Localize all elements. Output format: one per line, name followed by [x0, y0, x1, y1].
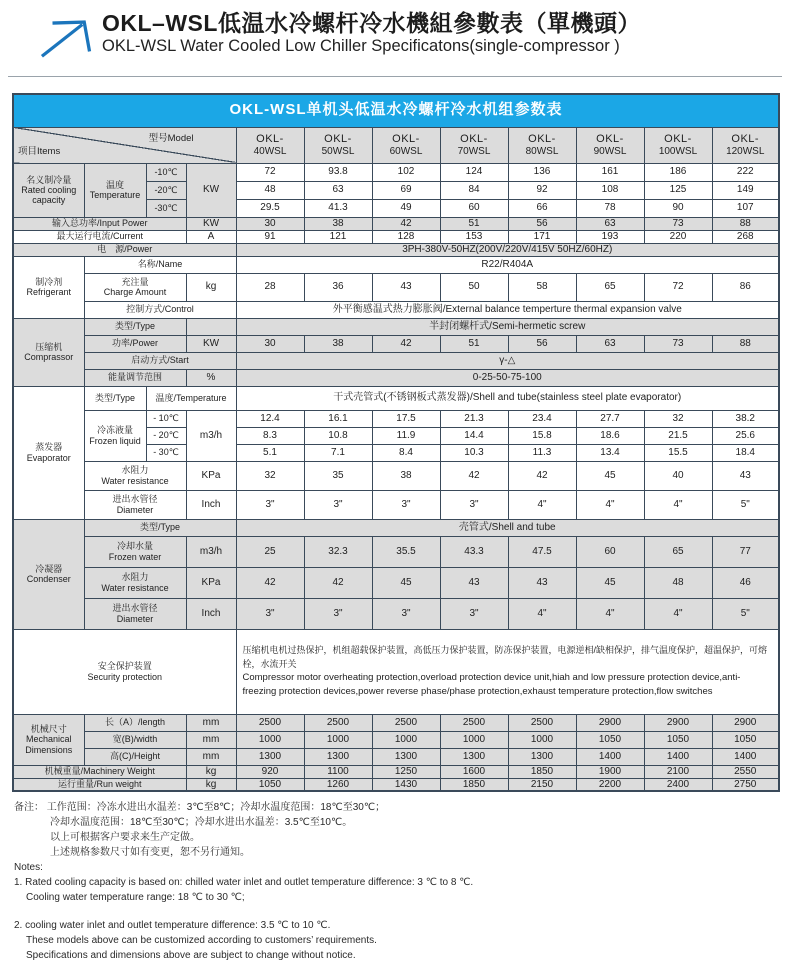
model-header: OKL- 100WSL	[644, 127, 712, 163]
value-cell: 3"	[372, 490, 440, 519]
value-cell: 1050	[712, 731, 779, 748]
width-row	[13, 731, 779, 748]
value-cell: 11.3	[508, 444, 576, 461]
charge-label: 充注量 Charge Amount	[84, 273, 186, 301]
value-cell: 1300	[304, 748, 372, 765]
value-cell: 4"	[508, 598, 576, 629]
unit-cell: mm	[186, 731, 236, 748]
value-cell: 4"	[508, 490, 576, 519]
value-cell: 63	[576, 217, 644, 230]
value-cell: 149	[712, 181, 779, 199]
value-cell: 40	[644, 461, 712, 490]
model-header: OKL- 80WSL	[508, 127, 576, 163]
unit-cell: kg	[186, 273, 236, 301]
unit-cell: KPa	[186, 461, 236, 490]
value-cell: 3"	[440, 598, 508, 629]
value-cell: 2900	[576, 714, 644, 731]
condenser-type-row	[13, 519, 779, 536]
run-weight-label: 运行重量/Run weight	[13, 778, 186, 791]
value-cell: 3"	[440, 490, 508, 519]
temp-cell: -20℃	[146, 181, 186, 199]
unit-cell: %	[186, 369, 236, 386]
value-cell: 2500	[508, 714, 576, 731]
frozen-liquid-row	[13, 410, 779, 427]
value-cell: 128	[372, 230, 440, 243]
value-cell: 38.2	[712, 410, 779, 427]
page-subtitle: OKL-WSL Water Cooled Low Chiller Specificatons(single-compressor )	[102, 37, 620, 56]
value-cell: 21.3	[440, 410, 508, 427]
evap-resistance-row	[13, 461, 779, 490]
unit-cell: Inch	[186, 598, 236, 629]
control-value: 外平衡感温式热力膨胀阀/External balance temperture thermal expansion valve	[236, 301, 779, 318]
refrigerant-name-row	[13, 256, 779, 273]
value-cell: 18.4	[712, 444, 779, 461]
value-cell: 7.1	[304, 444, 372, 461]
refrigerant-name-value: R22/R404A	[236, 256, 779, 273]
compressor-power-row	[13, 335, 779, 352]
value-cell: 32	[644, 410, 712, 427]
model-header-row	[13, 127, 779, 163]
value-cell: 161	[576, 163, 644, 181]
note-spacer	[14, 905, 790, 918]
value-cell: 2500	[372, 714, 440, 731]
temperature-label: 温度 Temperature	[84, 163, 146, 217]
input-power-row	[13, 217, 779, 230]
temp-cell: - 30℃	[146, 444, 186, 461]
note-line: Cooling water temperature range: 18 ℃ to 30 ℃;	[26, 892, 245, 903]
compressor-label: 压缩机 Comprassor	[13, 318, 84, 386]
value-cell: 56	[508, 335, 576, 352]
value-cell: 8.3	[236, 427, 304, 444]
start-row	[13, 352, 779, 369]
value-cell: 88	[712, 217, 779, 230]
cooling-row	[13, 163, 779, 181]
evaporator-type-value: 干式壳管式(不锈钢板式蒸发器)/Shell and tube(stainless steel plate evaporator)	[236, 386, 779, 410]
value-cell: 93.8	[304, 163, 372, 181]
water-resistance-label: 水阻力 Water resistance	[84, 567, 186, 598]
value-cell: 1430	[372, 778, 440, 791]
value-cell: 63	[576, 335, 644, 352]
value-cell: 18.6	[576, 427, 644, 444]
value-cell: 78	[576, 199, 644, 217]
unit-cell: kg	[186, 765, 236, 778]
value-cell: 10.3	[440, 444, 508, 461]
value-cell: 1300	[508, 748, 576, 765]
value-cell: 86	[712, 273, 779, 301]
value-cell: 3"	[304, 490, 372, 519]
value-cell: 1050	[576, 731, 644, 748]
unit-cell-empty	[186, 318, 236, 335]
unit-cell: m3/h	[186, 410, 236, 461]
value-cell: 21.5	[644, 427, 712, 444]
value-cell: 5"	[712, 490, 779, 519]
value-cell: 2200	[576, 778, 644, 791]
value-cell: 51	[440, 335, 508, 352]
value-cell: 28	[236, 273, 304, 301]
notes-title: Notes:	[14, 862, 43, 873]
evaporator-type-label: 类型/Type	[84, 386, 146, 410]
unit-cell: Inch	[186, 490, 236, 519]
value-cell: 32	[236, 461, 304, 490]
value-cell: 45	[576, 461, 644, 490]
evaporator-type-row	[13, 386, 779, 410]
value-cell: 1260	[304, 778, 372, 791]
control-label: 控制方式/Control	[84, 301, 236, 318]
value-cell: 23.4	[508, 410, 576, 427]
value-cell: 10.8	[304, 427, 372, 444]
value-cell: 222	[712, 163, 779, 181]
machinery-weight-label: 机械重量/Machinery Weight	[13, 765, 186, 778]
value-cell: 3"	[304, 598, 372, 629]
evap-diameter-row	[13, 490, 779, 519]
cooling-water-label: 冷却水量 Frozen water	[84, 536, 186, 567]
model-header: OKL- 60WSL	[372, 127, 440, 163]
value-cell: 2550	[712, 765, 779, 778]
value-cell: 48	[644, 567, 712, 598]
value-cell: 45	[372, 567, 440, 598]
table-banner-title: OKL-WSL单机头低温水冷螺杆冷水机组参数表	[13, 94, 779, 127]
note-line: 上述规格参数尺寸如有变更，恕不另行通知。	[50, 847, 250, 858]
value-cell: 2500	[236, 714, 304, 731]
value-cell: 5.1	[236, 444, 304, 461]
value-cell: 43	[712, 461, 779, 490]
value-cell: 69	[372, 181, 440, 199]
value-cell: 43	[440, 567, 508, 598]
value-cell: 45	[576, 567, 644, 598]
value-cell: 42	[372, 217, 440, 230]
value-cell: 125	[644, 181, 712, 199]
value-cell: 102	[372, 163, 440, 181]
value-cell: 1050	[236, 778, 304, 791]
value-cell: 1000	[304, 731, 372, 748]
value-cell: 72	[644, 273, 712, 301]
value-cell: 43	[372, 273, 440, 301]
unit-cell: mm	[186, 748, 236, 765]
control-row	[13, 301, 779, 318]
value-cell: 15.5	[644, 444, 712, 461]
notes-block	[14, 800, 790, 963]
value-cell: 38	[372, 461, 440, 490]
value-cell: 1000	[440, 731, 508, 748]
value-cell: 51	[440, 217, 508, 230]
brand-arrow-icon	[34, 12, 96, 62]
value-cell: 2500	[440, 714, 508, 731]
title-block	[102, 10, 641, 57]
temp-cell: -30℃	[146, 199, 186, 217]
value-cell: 65	[644, 536, 712, 567]
value-cell: 2900	[644, 714, 712, 731]
input-power-label: 输入总功率/Input Power	[13, 217, 186, 230]
value-cell: 8.4	[372, 444, 440, 461]
value-cell: 1600	[440, 765, 508, 778]
value-cell: 65	[576, 273, 644, 301]
energy-row	[13, 369, 779, 386]
value-cell: 2150	[508, 778, 576, 791]
value-cell: 1400	[644, 748, 712, 765]
height-row	[13, 748, 779, 765]
page-header	[0, 0, 790, 70]
power-supply-label: 电 源/Power	[13, 243, 236, 256]
unit-cell: KW	[186, 163, 236, 217]
value-cell: 42	[304, 567, 372, 598]
value-cell: 35	[304, 461, 372, 490]
compressor-power-label: 功率/Power	[84, 335, 186, 352]
value-cell: 1050	[644, 731, 712, 748]
value-cell: 25	[236, 536, 304, 567]
value-cell: 38	[304, 217, 372, 230]
value-cell: 73	[644, 335, 712, 352]
value-cell: 11.9	[372, 427, 440, 444]
value-cell: 3"	[236, 490, 304, 519]
cond-diameter-row	[13, 598, 779, 629]
value-cell: 1400	[576, 748, 644, 765]
corner-cell	[13, 127, 236, 163]
mechanical-label: 机械尺寸 Mechanical Dimensions	[13, 714, 84, 765]
unit-cell: kg	[186, 778, 236, 791]
value-cell: 17.5	[372, 410, 440, 427]
value-cell: 3"	[236, 598, 304, 629]
model-header: OKL- 120WSL	[712, 127, 779, 163]
value-cell: 1000	[372, 731, 440, 748]
value-cell: 92	[508, 181, 576, 199]
value-cell: 60	[440, 199, 508, 217]
power-supply-value: 3PH-380V-50HZ(200V/220V/415V 50HZ/60HZ)	[236, 243, 779, 256]
length-label: 长（A）/length	[84, 714, 186, 731]
value-cell: 73	[644, 217, 712, 230]
banner-row	[13, 94, 779, 127]
refrigerant-name-label: 名称/Name	[84, 256, 236, 273]
unit-cell: KPa	[186, 567, 236, 598]
value-cell: 30	[236, 217, 304, 230]
value-cell: 12.4	[236, 410, 304, 427]
value-cell: 42	[508, 461, 576, 490]
note-line: Specifications and dimensions above are subject to change without notice.	[26, 950, 356, 961]
value-cell: 4"	[576, 598, 644, 629]
model-header: OKL- 50WSL	[304, 127, 372, 163]
value-cell: 56	[508, 217, 576, 230]
value-cell: 14.4	[440, 427, 508, 444]
note-line: 备注： 工作范围：冷冻水进出水温差：3℃至8℃；冷却水温度范围：18℃至30℃；	[14, 802, 386, 813]
value-cell: 153	[440, 230, 508, 243]
compressor-type-value: 半封闭螺杆式/Semi-hermetic screw	[236, 318, 779, 335]
value-cell: 2900	[712, 714, 779, 731]
value-cell: 1000	[508, 731, 576, 748]
value-cell: 4"	[576, 490, 644, 519]
width-label: 宽(B)/width	[84, 731, 186, 748]
unit-cell: A	[186, 230, 236, 243]
value-cell: 48	[236, 181, 304, 199]
note-line: 2. cooling water inlet and outlet temperature difference: 3.5 ℃ to 10 ℃.	[14, 920, 331, 931]
evaporator-label: 蒸发器 Evaporator	[13, 386, 84, 519]
model-header: OKL- 70WSL	[440, 127, 508, 163]
diameter-label: 进出水管径 Diameter	[84, 598, 186, 629]
power-supply-row	[13, 243, 779, 256]
value-cell: 920	[236, 765, 304, 778]
value-cell: 1850	[440, 778, 508, 791]
value-cell: 1100	[304, 765, 372, 778]
value-cell: 3"	[372, 598, 440, 629]
value-cell: 42	[440, 461, 508, 490]
note-line: 以上可根据客户要求来生产定做。	[50, 832, 200, 843]
value-cell: 2750	[712, 778, 779, 791]
note-line: These models above can be customized according to customers’ requirements.	[26, 935, 377, 946]
value-cell: 107	[712, 199, 779, 217]
compressor-type-row	[13, 318, 779, 335]
note-line: 1. Rated cooling capacity is based on: chilled water inlet and outlet temperature difference: 3 ℃ to 8 ℃.	[14, 877, 474, 888]
value-cell: 30	[236, 335, 304, 352]
value-cell: 43.3	[440, 536, 508, 567]
value-cell: 66	[508, 199, 576, 217]
security-text-zh: 压缩机电机过热保护，机组超载保护装置，高低压力保护装置，防冻保护装置，电源逆相/缺相保护，排气温度保护，超温保护，可熔栓，水流开关	[242, 645, 768, 669]
cond-resistance-row	[13, 567, 779, 598]
security-row	[13, 629, 779, 714]
model-header: OKL- 90WSL	[576, 127, 644, 163]
value-cell: 60	[576, 536, 644, 567]
temp-cell: -10℃	[146, 163, 186, 181]
security-label: 安全保护装置 Security protection	[13, 629, 236, 714]
value-cell: 4"	[644, 598, 712, 629]
value-cell: 124	[440, 163, 508, 181]
value-cell: 13.4	[576, 444, 644, 461]
value-cell: 1300	[440, 748, 508, 765]
water-resistance-label: 水阻力 Water resistance	[84, 461, 186, 490]
value-cell: 35.5	[372, 536, 440, 567]
cooling-label: 名义制冷量 Rated cooling capacity	[13, 163, 84, 217]
frozen-liquid-label: 冷冻液量 Frozen liquid	[84, 410, 146, 461]
value-cell: 91	[236, 230, 304, 243]
unit-cell: KW	[186, 217, 236, 230]
corner-items-label: 项目Items	[18, 145, 61, 157]
value-cell: 49	[372, 199, 440, 217]
diameter-label: 进出水管径 Diameter	[84, 490, 186, 519]
value-cell: 1900	[576, 765, 644, 778]
value-cell: 2100	[644, 765, 712, 778]
value-cell: 171	[508, 230, 576, 243]
unit-cell: mm	[186, 714, 236, 731]
value-cell: 1850	[508, 765, 576, 778]
model-header: OKL- 40WSL	[236, 127, 304, 163]
value-cell: 25.6	[712, 427, 779, 444]
value-cell: 77	[712, 536, 779, 567]
value-cell: 2500	[304, 714, 372, 731]
evaporator-temp-label: 温度/Temperature	[146, 386, 236, 410]
energy-label: 能量调节范围	[84, 369, 186, 386]
machinery-weight-row	[13, 765, 779, 778]
security-value	[236, 629, 779, 714]
unit-cell: m3/h	[186, 536, 236, 567]
value-cell: 108	[576, 181, 644, 199]
page-title: OKL–WSL低温水冷螺杆冷水機組參數表（單機頭）	[102, 10, 641, 36]
value-cell: 47.5	[508, 536, 576, 567]
value-cell: 1000	[236, 731, 304, 748]
value-cell: 5"	[712, 598, 779, 629]
value-cell: 268	[712, 230, 779, 243]
value-cell: 186	[644, 163, 712, 181]
spec-table	[12, 93, 780, 792]
current-label: 最大运行电流/Current	[13, 230, 186, 243]
value-cell: 46	[712, 567, 779, 598]
value-cell: 58	[508, 273, 576, 301]
value-cell: 16.1	[304, 410, 372, 427]
charge-row	[13, 273, 779, 301]
value-cell: 90	[644, 199, 712, 217]
run-weight-row	[13, 778, 779, 791]
temp-cell: - 20℃	[146, 427, 186, 444]
condenser-label: 冷凝器 Condenser	[13, 519, 84, 629]
header-divider	[8, 76, 782, 77]
value-cell: 29.5	[236, 199, 304, 217]
length-row	[13, 714, 779, 731]
value-cell: 88	[712, 335, 779, 352]
value-cell: 1400	[712, 748, 779, 765]
value-cell: 136	[508, 163, 576, 181]
value-cell: 4"	[644, 490, 712, 519]
value-cell: 42	[236, 567, 304, 598]
temp-cell: - 10℃	[146, 410, 186, 427]
refrigerant-label: 制冷剂 Refrigerant	[13, 256, 84, 318]
value-cell: 42	[372, 335, 440, 352]
height-label: 高(C)/Height	[84, 748, 186, 765]
value-cell: 41.3	[304, 199, 372, 217]
unit-cell: KW	[186, 335, 236, 352]
start-label: 启动方式/Start	[84, 352, 236, 369]
value-cell: 121	[304, 230, 372, 243]
value-cell: 36	[304, 273, 372, 301]
condenser-type-value: 壳管式/Shell and tube	[236, 519, 779, 536]
energy-value: 0-25-50-75-100	[236, 369, 779, 386]
value-cell: 1300	[372, 748, 440, 765]
value-cell: 15.8	[508, 427, 576, 444]
value-cell: 43	[508, 567, 576, 598]
condenser-type-label: 类型/Type	[84, 519, 236, 536]
compressor-type-label: 类型/Type	[84, 318, 186, 335]
value-cell: 32.3	[304, 536, 372, 567]
note-line: 冷却水温度范围：18℃至30℃；冷却水进出水温差：3.5℃至10℃。	[50, 817, 353, 828]
value-cell: 27.7	[576, 410, 644, 427]
value-cell: 220	[644, 230, 712, 243]
corner-model-label: 型号Model	[148, 132, 194, 144]
cooling-water-row	[13, 536, 779, 567]
value-cell: 63	[304, 181, 372, 199]
value-cell: 2400	[644, 778, 712, 791]
value-cell: 38	[304, 335, 372, 352]
value-cell: 50	[440, 273, 508, 301]
value-cell: 84	[440, 181, 508, 199]
value-cell: 193	[576, 230, 644, 243]
value-cell: 1250	[372, 765, 440, 778]
start-value: γ-△	[236, 352, 779, 369]
security-text-en: Compressor motor overheating protection,overload protection device unit,hiah and low pressure protection device,anti-freezing protection devices,power reverse phase/phase protection,exhaust temperature protection,flow switches	[242, 672, 741, 697]
value-cell: 72	[236, 163, 304, 181]
current-row	[13, 230, 779, 243]
value-cell: 1300	[236, 748, 304, 765]
